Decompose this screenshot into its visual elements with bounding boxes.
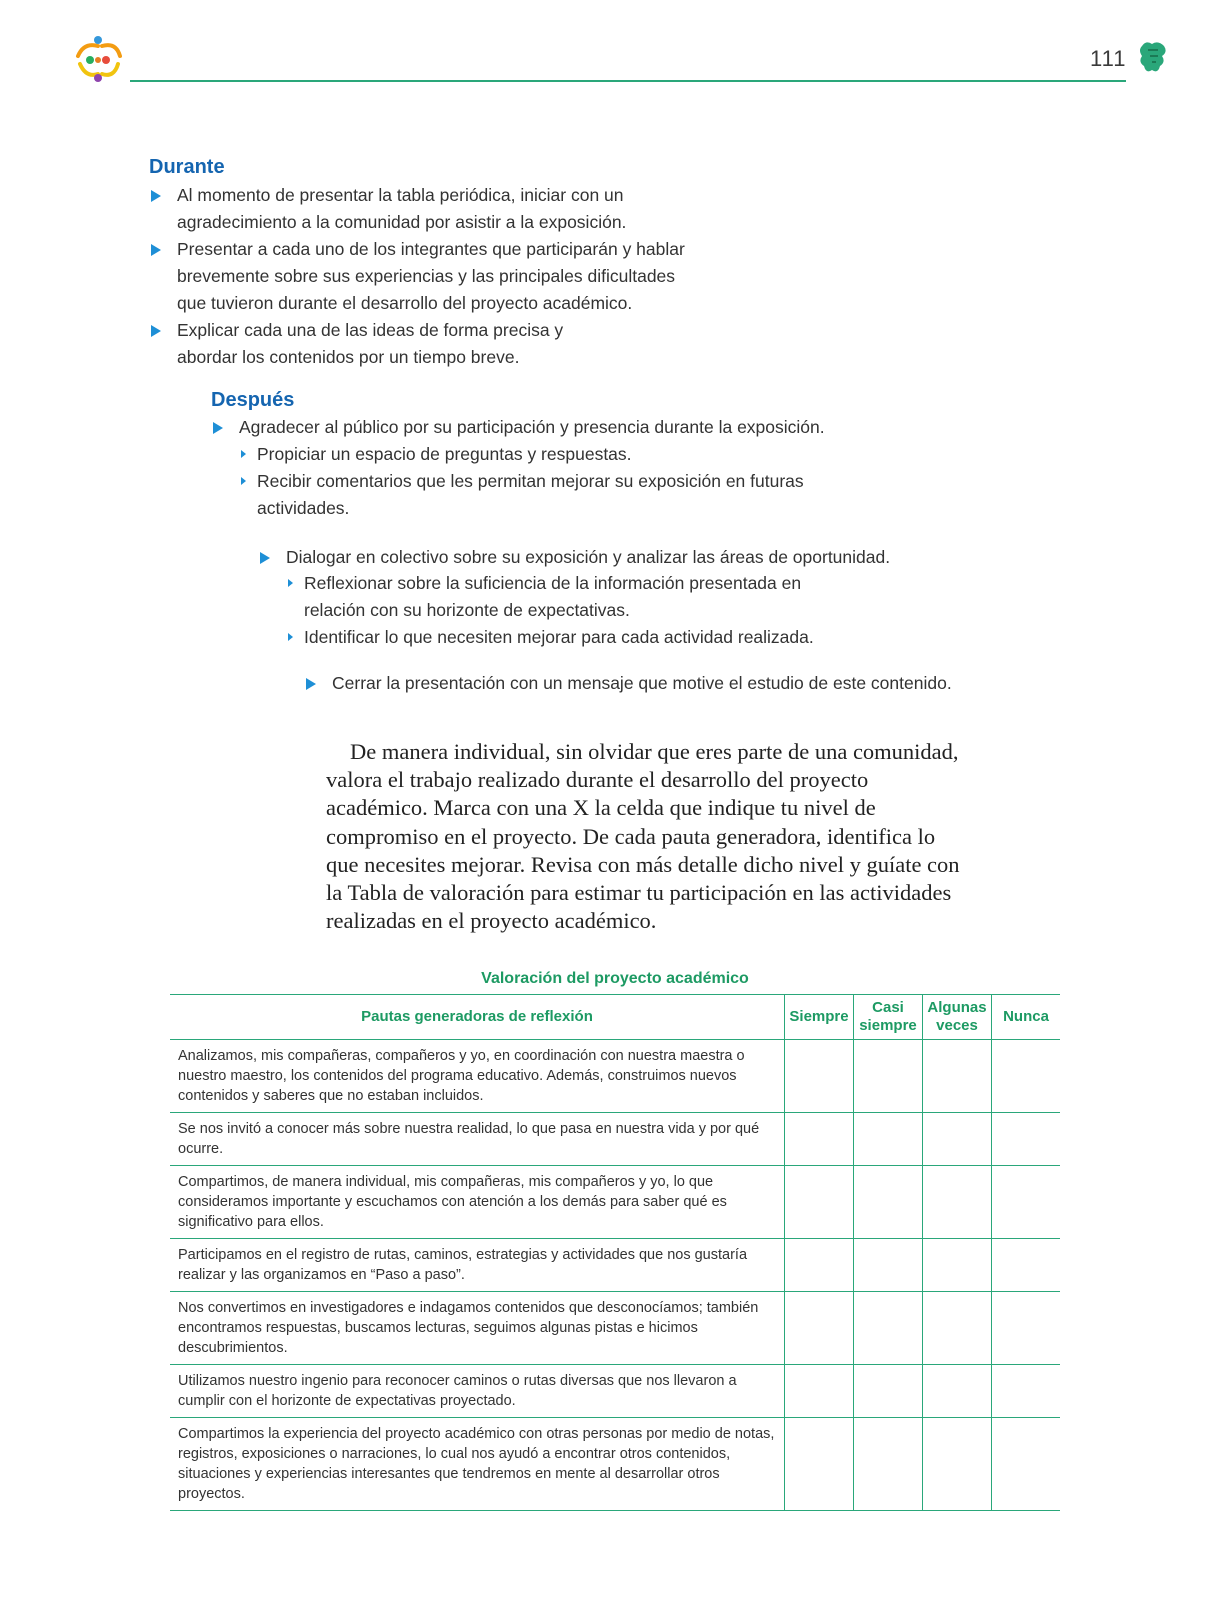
algunas-veces-checkbox-cell[interactable] — [923, 1418, 992, 1511]
nunca-checkbox-cell[interactable] — [992, 1113, 1061, 1166]
pauta-cell: Nos convertimos en investigadores e indagamos contenidos que desconocíamos; también encontramos respuestas, buscamos lecturas, seguimos algunas pistas e hicimos descubrimientos. — [170, 1292, 785, 1365]
bullet-triangle-icon — [213, 422, 223, 434]
despues-sublist-2 — [286, 570, 866, 651]
despues-list — [211, 414, 871, 441]
siempre-checkbox-cell[interactable] — [785, 1418, 854, 1511]
despues-list-2 — [258, 544, 918, 571]
nunca-checkbox-cell[interactable] — [992, 1166, 1061, 1239]
siempre-checkbox-cell[interactable] — [785, 1113, 854, 1166]
list-item: Identificar lo que necesiten mejorar para cada actividad realizada. — [286, 624, 866, 651]
casi-siempre-checkbox-cell[interactable] — [854, 1239, 923, 1292]
casi-siempre-checkbox-cell[interactable] — [854, 1040, 923, 1113]
casi-siempre-checkbox-cell[interactable] — [854, 1418, 923, 1511]
table-title: Valoración del proyecto académico — [481, 970, 749, 987]
column-header-siempre: Siempre — [785, 995, 854, 1040]
algunas-veces-checkbox-cell[interactable] — [923, 1113, 992, 1166]
bullet-small-triangle-icon — [241, 450, 246, 458]
bullet-small-triangle-icon — [288, 633, 293, 641]
list-item: Al momento de presentar la tabla periódica, iniciar con un agradecimiento a la comunidad por asistir a la exposición. — [149, 182, 709, 236]
table-row — [170, 1292, 1060, 1365]
table-row — [170, 1040, 1060, 1113]
nunca-checkbox-cell[interactable] — [992, 1292, 1061, 1365]
column-header-casi-siempre: Casi siempre — [854, 995, 923, 1040]
bullet-small-triangle-icon — [241, 477, 246, 485]
green-figure-icon — [1138, 40, 1168, 74]
despues-heading: Después — [211, 389, 295, 411]
nunca-checkbox-cell[interactable] — [992, 1365, 1061, 1418]
instruction-paragraph: De manera individual, sin olvidar que eres parte de una comunidad, valora el trabajo realizado durante el desarrollo del proyecto académico. Marca con una X la celda que indique tu nivel de compromiso en el proyecto. De cada pauta generadora, identifica lo que necesites mejorar. Revisa con más detalle dicho nivel y guíate con la Tabla de valoración para estimar tu participación en las actividades realizadas en el proyecto académico. — [326, 739, 960, 934]
bullet-triangle-icon — [260, 552, 270, 564]
list-item: Explicar cada una de las ideas de forma precisa y abordar los contenidos por un tiempo breve. — [149, 317, 627, 371]
siempre-checkbox-cell[interactable] — [785, 1365, 854, 1418]
column-header-pautas: Pautas generadoras de reflexión — [170, 995, 785, 1040]
pauta-cell: Analizamos, mis compañeras, compañeros y yo, en coordinación con nuestra maestra o nuestro maestro, los contenidos del programa educativo. Además, construimos nuevos contenidos y saberes que no estaban incluidos. — [170, 1040, 785, 1113]
bullet-triangle-icon — [151, 325, 161, 337]
page-number: 111 — [1090, 46, 1127, 71]
list-item: Cerrar la presentación con un mensaje que motive el estudio de este contenido. — [304, 670, 984, 697]
durante-list — [149, 182, 709, 371]
table-row — [170, 1239, 1060, 1292]
list-item: Propiciar un espacio de preguntas y respuestas. — [239, 441, 809, 468]
table-row — [170, 1418, 1060, 1511]
casi-siempre-checkbox-cell[interactable] — [854, 1365, 923, 1418]
list-item: Presentar a cada uno de los integrantes que participarán y hablar brevemente sobre sus experiencias y las principales dificultades que tuvieron durante el desarrollo del proyecto académico. — [149, 236, 709, 317]
algunas-veces-checkbox-cell[interactable] — [923, 1239, 992, 1292]
table-row — [170, 1365, 1060, 1418]
evaluation-table — [170, 994, 1060, 1511]
bullet-small-triangle-icon — [288, 579, 293, 587]
bullet-triangle-icon — [151, 244, 161, 256]
header-rule — [130, 80, 1126, 82]
siempre-checkbox-cell[interactable] — [785, 1292, 854, 1365]
algunas-veces-checkbox-cell[interactable] — [923, 1292, 992, 1365]
column-header-nunca: Nunca — [992, 995, 1061, 1040]
pauta-cell: Utilizamos nuestro ingenio para reconocer caminos o rutas diversas que nos llevaron a cumplir con el horizonte de expectativas proyectado. — [170, 1365, 785, 1418]
casi-siempre-checkbox-cell[interactable] — [854, 1292, 923, 1365]
algunas-veces-checkbox-cell[interactable] — [923, 1365, 992, 1418]
column-header-algunas-veces: Algunas veces — [923, 995, 992, 1040]
siempre-checkbox-cell[interactable] — [785, 1239, 854, 1292]
list-item: Agradecer al público por su participación y presencia durante la exposición. — [211, 414, 871, 441]
casi-siempre-checkbox-cell[interactable] — [854, 1113, 923, 1166]
despues-list-3 — [304, 670, 984, 697]
durante-heading: Durante — [149, 156, 225, 178]
casi-siempre-checkbox-cell[interactable] — [854, 1166, 923, 1239]
table-row — [170, 1113, 1060, 1166]
table-row — [170, 1166, 1060, 1239]
pauta-cell: Se nos invitó a conocer más sobre nuestra realidad, lo que pasa en nuestra vida y por qué ocurre. — [170, 1113, 785, 1166]
pauta-cell: Participamos en el registro de rutas, caminos, estrategias y actividades que nos gustaría realizar y las organizamos en “Paso a paso”. — [170, 1239, 785, 1292]
nunca-checkbox-cell[interactable] — [992, 1418, 1061, 1511]
list-item: Reflexionar sobre la suficiencia de la información presentada en relación con su horizonte de expectativas. — [286, 570, 866, 624]
siempre-checkbox-cell[interactable] — [785, 1040, 854, 1113]
list-item: Recibir comentarios que les permitan mejorar su exposición en futuras actividades. — [239, 468, 809, 522]
algunas-veces-checkbox-cell[interactable] — [923, 1166, 992, 1239]
community-logo-icon — [72, 34, 126, 84]
pauta-cell: Compartimos la experiencia del proyecto académico con otras personas por medio de notas, registros, exposiciones o narraciones, lo cual nos ayudó a encontrar otros contenidos, situaciones y experiencias interesantes que tendremos en mente al desarrollar otros proyectos. — [170, 1418, 785, 1511]
bullet-triangle-icon — [151, 190, 161, 202]
despues-sublist-1 — [239, 441, 809, 522]
table-header-row — [170, 995, 1060, 1040]
bullet-triangle-icon — [306, 678, 316, 690]
algunas-veces-checkbox-cell[interactable] — [923, 1040, 992, 1113]
list-item: Dialogar en colectivo sobre su exposición y analizar las áreas de oportunidad. — [258, 544, 918, 571]
pauta-cell: Compartimos, de manera individual, mis compañeras, mis compañeros y yo, lo que consideramos importante y escuchamos con atención a los demás para saber qué es significativo para ellos. — [170, 1166, 785, 1239]
nunca-checkbox-cell[interactable] — [992, 1040, 1061, 1113]
nunca-checkbox-cell[interactable] — [992, 1239, 1061, 1292]
siempre-checkbox-cell[interactable] — [785, 1166, 854, 1239]
